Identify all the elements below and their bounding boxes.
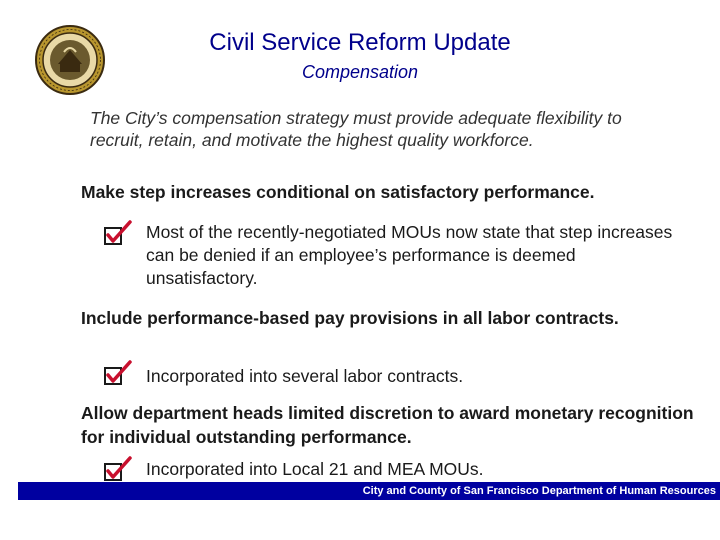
item-heading: Include performance-based pay provisions in all labor contracts. — [81, 308, 619, 328]
item-heading: Allow department heads limited discretion to award monetary recognition for individual outstanding performance. — [81, 403, 694, 447]
page-title: Civil Service Reform Update — [209, 29, 511, 56]
checkbox-checked-icon — [103, 220, 133, 248]
item-heading: Make step increases conditional on satisfactory performance. — [81, 182, 595, 202]
item-status: Most of the recently-negotiated MOUs now state that step increases can be denied if an employee’s performance is deemed unsatisfactory. — [146, 222, 673, 288]
item-status: Incorporated into Local 21 and MEA MOUs. — [146, 459, 484, 479]
checkbox-checked-icon — [103, 360, 133, 388]
footer-bar: City and County of San Francisco Department of Human Resources — [18, 482, 720, 500]
page-subtitle: Compensation — [301, 62, 419, 82]
checkbox-checked-icon — [103, 456, 133, 484]
city-seal-logo — [34, 24, 106, 96]
intro-text: The City’s compensation strategy must provide adequate flexibility to recruit, retain, and motivate the highest quality workforce. — [90, 108, 622, 150]
item-status: Incorporated into several labor contracts. — [146, 366, 464, 386]
